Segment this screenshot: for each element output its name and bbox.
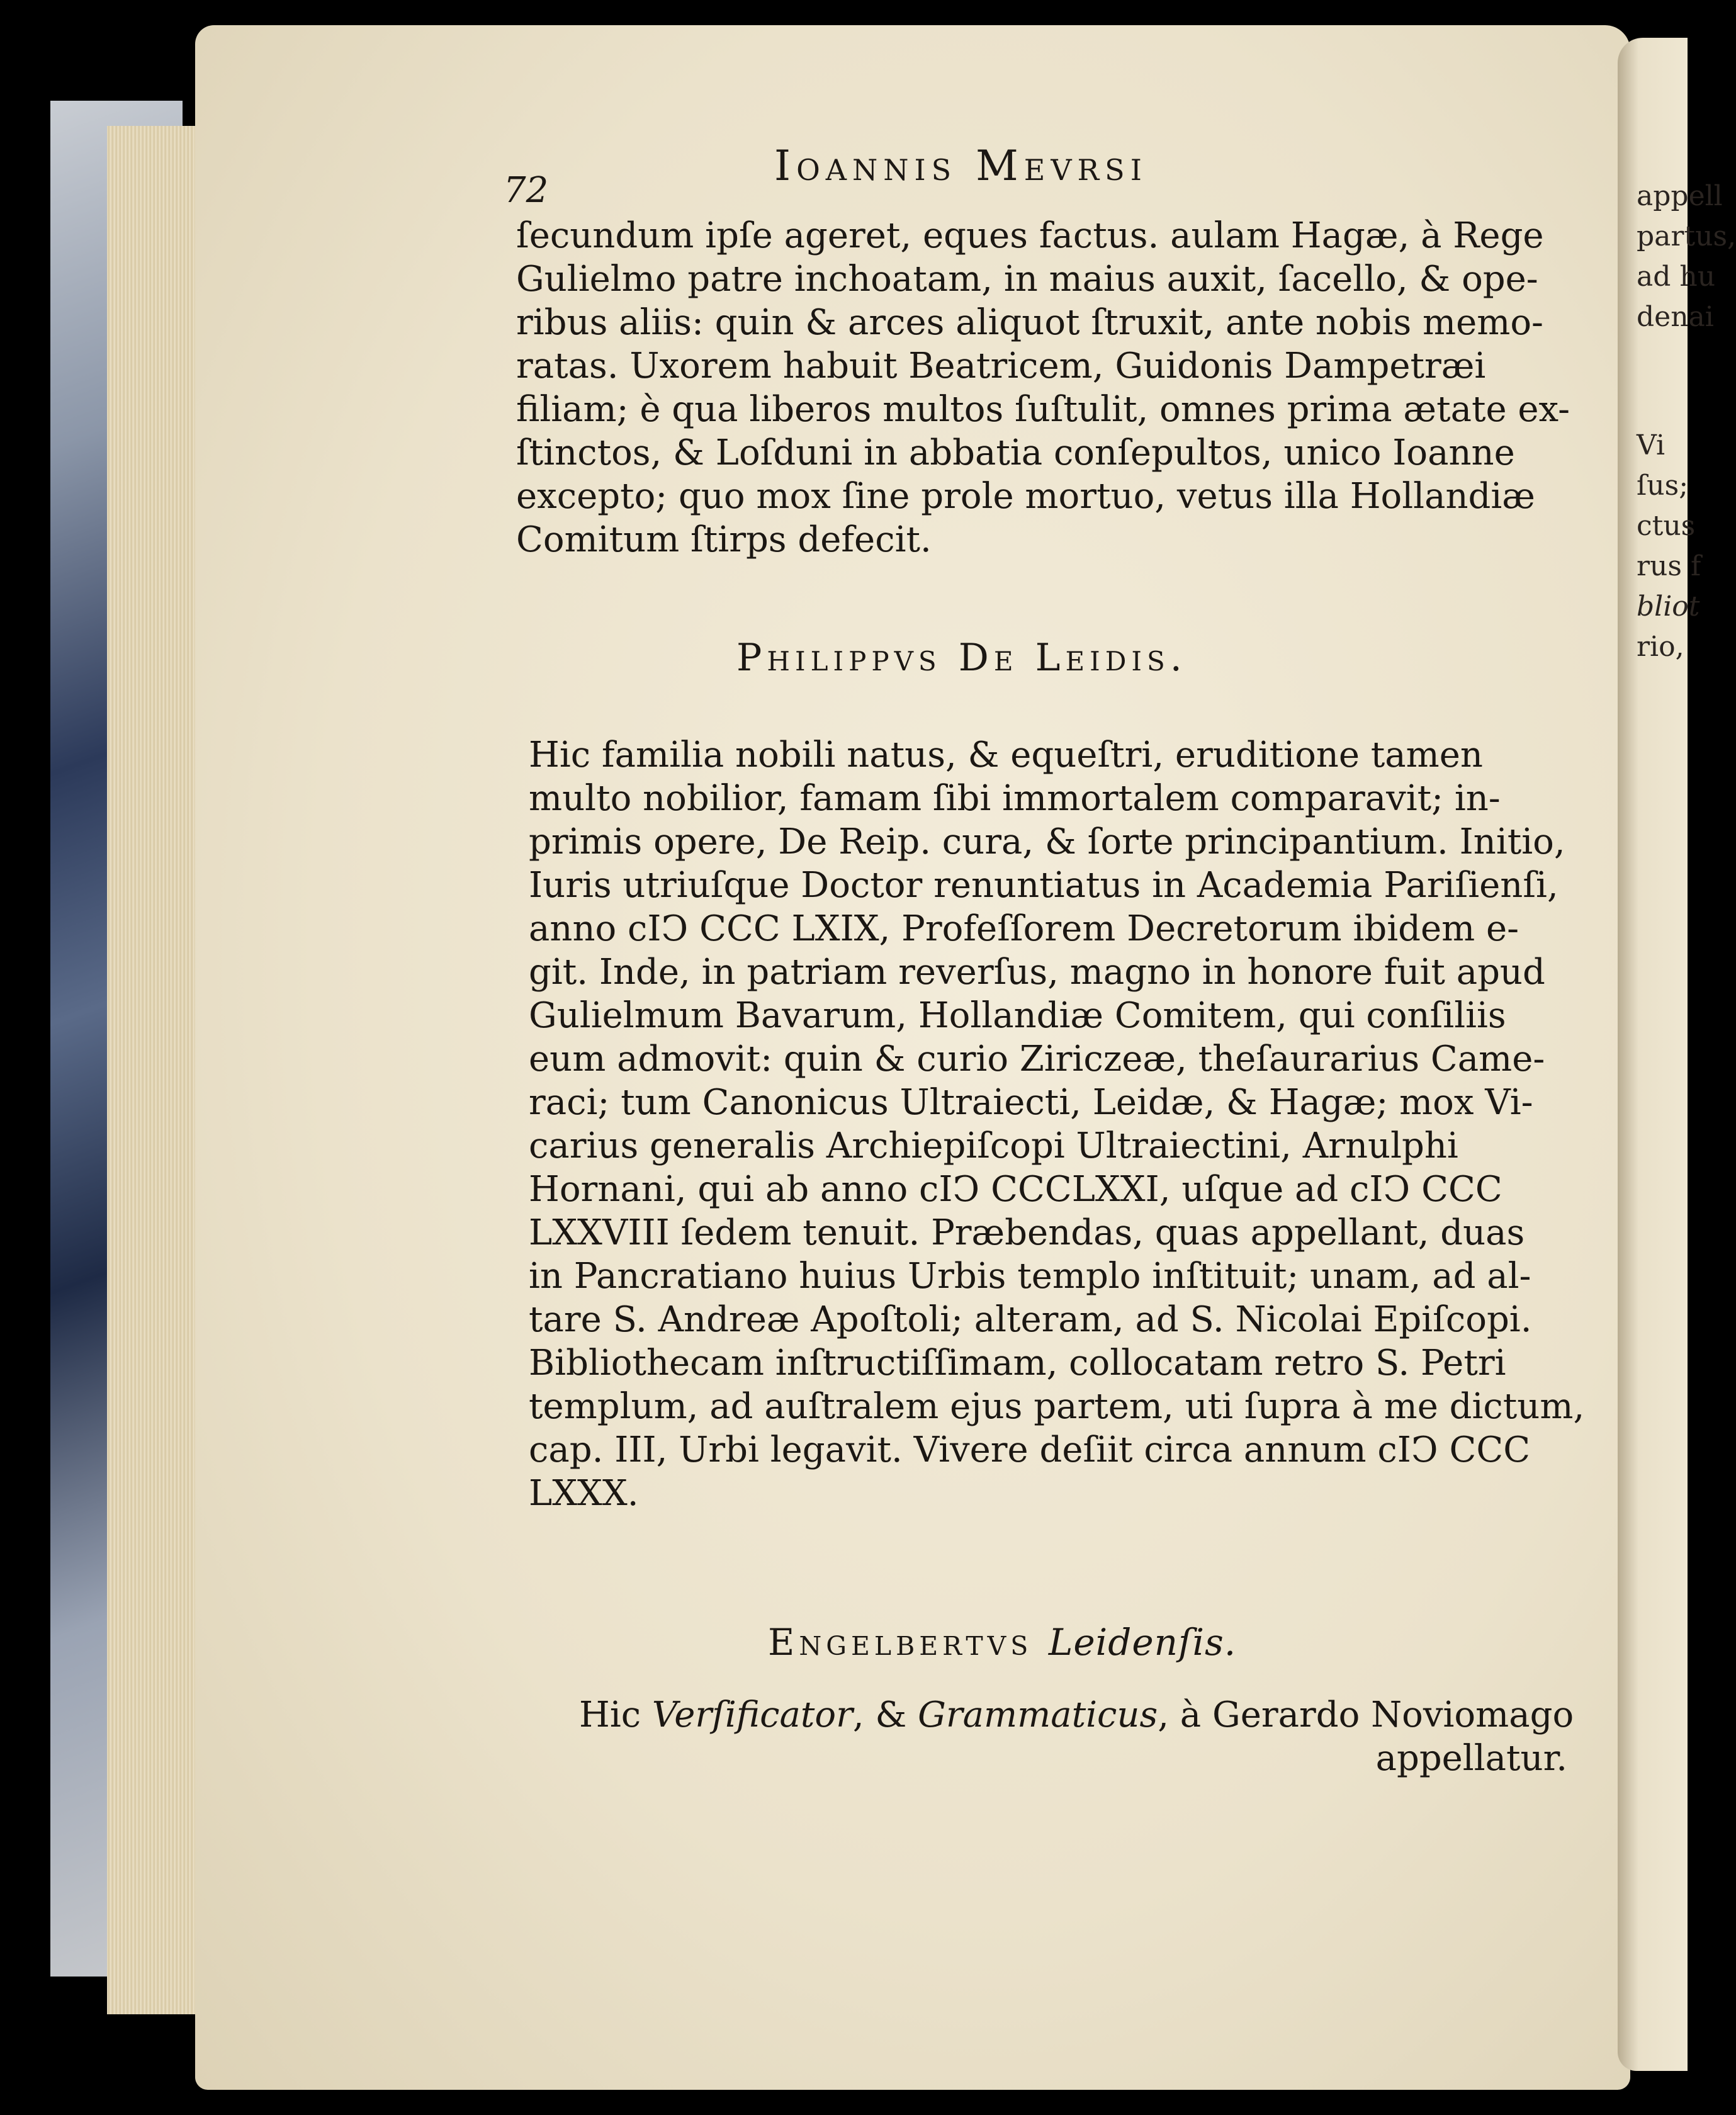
text-run: , à Gerardo Noviomago — [1158, 1695, 1574, 1735]
fragment-line: ctus — [1637, 510, 1696, 542]
text-line: tare S. Andreæ Apoſtoli; alteram, ad S. Nicolai Epiſcopi. — [529, 1299, 1532, 1340]
text-run-italic: Grammaticus — [918, 1695, 1158, 1735]
fragment-line: partus, — [1637, 220, 1736, 252]
page-number: 72 — [504, 170, 549, 211]
paragraph-3 — [579, 1693, 1574, 1780]
text-line: excepto; quo mox ſine prole mortuo, vetus illa Hollandiæ — [516, 476, 1535, 517]
text-line: Gulielmo patre inchoatam, in maius auxit, ſacello, & ope- — [516, 259, 1538, 300]
text-line: ratas. Uxorem habuit Beatricem, Guidonis Dampetræi — [516, 346, 1486, 386]
paragraph-2 — [529, 733, 1585, 1515]
text-line: cap. III, Urbi legavit. Vivere deſiit circa annum cIↃ CCC — [529, 1430, 1531, 1470]
running-head: Ioannis Mevrsi — [774, 142, 1147, 190]
text-line: Gulielmum Bavarum, Hollandiæ Comitem, qui conſiliis — [529, 995, 1506, 1036]
fragment-line: rus f — [1637, 550, 1701, 582]
facing-page-right — [1618, 38, 1736, 2071]
text-run-italic: Verſificator — [651, 1695, 853, 1735]
fragment-line: Vi — [1637, 429, 1666, 461]
text-line: LXXVIII ſedem tenuit. Præbendas, quas appellant, duas — [529, 1212, 1525, 1253]
text-line: Comitum ſtirps defecit. — [516, 519, 932, 560]
heading-epithet: Leidenſis. — [1048, 1621, 1237, 1664]
paragraph-1 — [516, 214, 1570, 561]
text-line: Bibliothecam inſtructiſſimam, collocatam retro S. Petri — [529, 1343, 1506, 1384]
heading-name: Engelbertvs — [768, 1621, 1033, 1664]
fragment-line: appell — [1637, 180, 1723, 212]
text-line: carius generalis Archiepiſcopi Ultraiectini, Arnulphi — [529, 1125, 1458, 1166]
text-line: ſtinctos, & Loſduni in abbatia conſepultos, unico Ioanne — [516, 432, 1515, 473]
fragment-line: rio, — [1637, 631, 1684, 663]
section-heading-philippus: Philippvs De Leidis. — [736, 636, 1187, 680]
text-line: git. Inde, in patriam reverſus, magno in honore fuit apud — [529, 952, 1545, 993]
text-line: appellatur. — [1375, 1738, 1567, 1779]
text-line: anno cIↃ CCC LXIX, Profeſſorem Decretorum ibidem e- — [529, 908, 1519, 949]
fragment-line: bliot — [1637, 590, 1700, 623]
text-line: filiam; è qua liberos multos ſuſtulit, omnes prima ætate ex- — [516, 389, 1570, 430]
text-run: Hic — [579, 1695, 641, 1735]
text-line: raci; tum Canonicus Ultraiecti, Leidæ, & Hagæ; mox Vi- — [529, 1082, 1533, 1123]
text-line: multo nobilior, famam ſibi immortalem comparavit; in- — [529, 778, 1501, 819]
text-line: eum admovit: quin & curio Ziriczeæ, theſaurarius Came- — [529, 1039, 1545, 1080]
text-line: Iuris utriuſque Doctor renuntiatus in Academia Pariſienſi, — [529, 865, 1558, 906]
fragment-line: ad hu — [1637, 261, 1716, 293]
section-heading-engelbertus — [768, 1621, 1236, 1664]
fragment-line: denai — [1637, 301, 1714, 333]
text-line: ſecundum ipſe ageret, eques factus. aulam Hagæ, à Rege — [516, 215, 1544, 256]
text-line — [579, 1693, 1574, 1737]
text-line: Hic familia nobili natus, & equeſtri, eruditione tamen — [529, 735, 1483, 776]
fragment-line — [1637, 337, 1736, 426]
text-line: templum, ad auſtralem ejus partem, uti ſupra à me dictum, — [529, 1386, 1585, 1427]
text-line: in Pancratiano huius Urbis templo inſtituit; unam, ad al- — [529, 1256, 1531, 1297]
facing-page-text — [1637, 176, 1736, 667]
text-run: , & — [852, 1695, 907, 1735]
text-line: ribus aliis: quin & arces aliquot ſtruxit, ante nobis memo- — [516, 302, 1543, 343]
text-line: Hornani, qui ab anno cIↃ CCCLXXI, uſque ad cIↃ CCC — [529, 1169, 1502, 1210]
text-line: LXXX. — [529, 1473, 639, 1514]
fragment-line: ſus; — [1637, 470, 1689, 502]
text-line: primis opere, De Reip. cura, & ſorte principantium. Initio, — [529, 821, 1565, 862]
